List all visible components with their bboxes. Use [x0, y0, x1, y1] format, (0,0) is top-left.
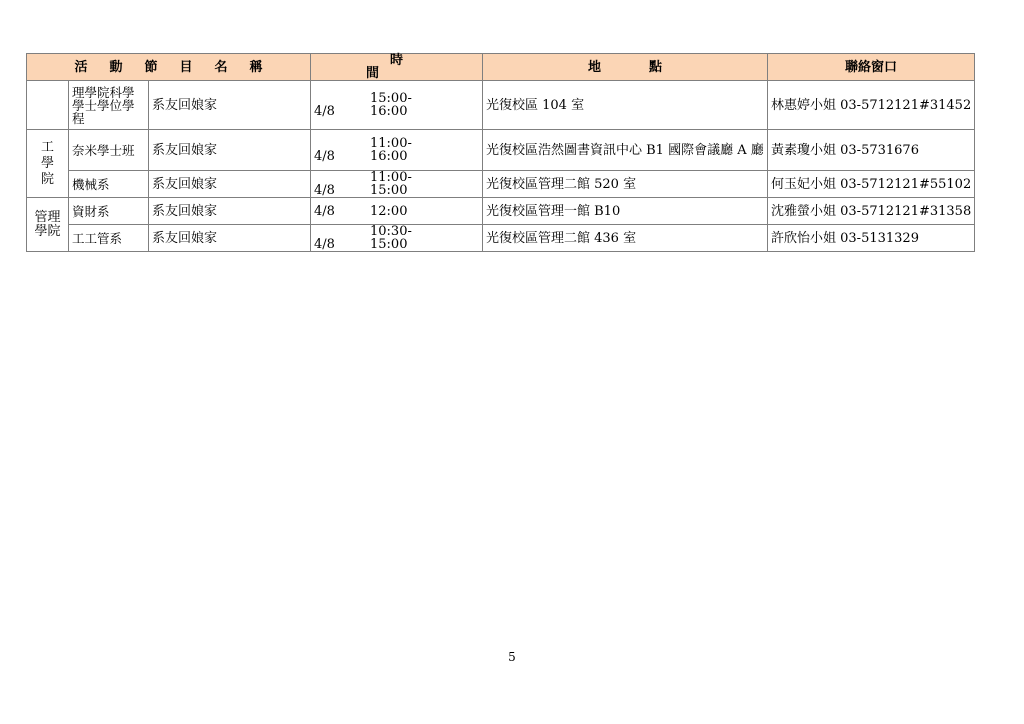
event-cell: 系友回娘家	[149, 225, 311, 252]
contact-cell: 沈雅螢小姐 03-5712121#31358	[768, 198, 975, 225]
contact-cell: 許欣怡小姐 03-5131329	[768, 225, 975, 252]
place-cell: 光復校區 104 室	[483, 81, 768, 130]
date-time-cell	[311, 81, 483, 130]
date-value: 4/8	[314, 183, 335, 198]
table-row	[27, 225, 975, 252]
dept-cell: 機械系	[69, 171, 149, 198]
date-value: 4/8	[314, 149, 335, 164]
college-cell	[27, 198, 69, 252]
date-time-cell	[311, 171, 483, 198]
place-cell: 光復校區管理二館 520 室	[483, 171, 768, 198]
time-value: 12:00	[370, 203, 408, 219]
table-header-row	[27, 54, 975, 81]
dept-cell: 工工管系	[69, 225, 149, 252]
dept-cell: 理學院科學學士學位學程	[69, 81, 149, 130]
date-time-cell	[311, 130, 483, 171]
date-value: 4/8	[314, 104, 335, 119]
college-cell	[27, 130, 69, 198]
time-value: 10:30-15:00	[370, 224, 412, 252]
place-cell: 光復校區浩然圖書資訊中心 B1 國際會議廳 A 廳	[483, 130, 768, 171]
date-value: 4/8	[314, 237, 335, 252]
event-cell: 系友回娘家	[149, 130, 311, 171]
contact-cell: 何玉妃小姐 03-5712121#55102	[768, 171, 975, 198]
event-cell: 系友回娘家	[149, 171, 311, 198]
college-label: 管理學院	[34, 209, 61, 239]
header-contact: 聯絡窗口	[768, 54, 975, 81]
page-number: 5	[508, 650, 516, 664]
header-place: 地點	[483, 54, 768, 81]
activity-schedule-table	[26, 53, 975, 252]
college-cell-empty	[27, 81, 69, 130]
time-value: 11:00-16:00	[370, 136, 412, 164]
table-row	[27, 171, 975, 198]
place-cell: 光復校區管理二館 436 室	[483, 225, 768, 252]
place-cell: 光復校區管理一館 B10	[483, 198, 768, 225]
date-time-cell	[311, 225, 483, 252]
dept-cell: 奈米學士班	[69, 130, 149, 171]
event-cell: 系友回娘家	[149, 81, 311, 130]
date-time-cell	[311, 198, 483, 225]
contact-cell: 林惠婷小姐 03-5712121#31452	[768, 81, 975, 130]
college-label: 工學院	[41, 139, 55, 187]
contact-cell: 黃素瓊小姐 03-5731676	[768, 130, 975, 171]
event-cell: 系友回娘家	[149, 198, 311, 225]
header-activity-name: 活動節目名稱	[27, 54, 311, 81]
header-time: 時間	[311, 54, 483, 81]
time-value: 11:00-15:00	[370, 170, 412, 198]
time-value: 15:00-16:00	[370, 91, 412, 119]
dept-cell: 資財系	[69, 198, 149, 225]
table-row	[27, 81, 975, 130]
table-row	[27, 198, 975, 225]
table-row	[27, 130, 975, 171]
date-value: 4/8	[314, 203, 335, 219]
